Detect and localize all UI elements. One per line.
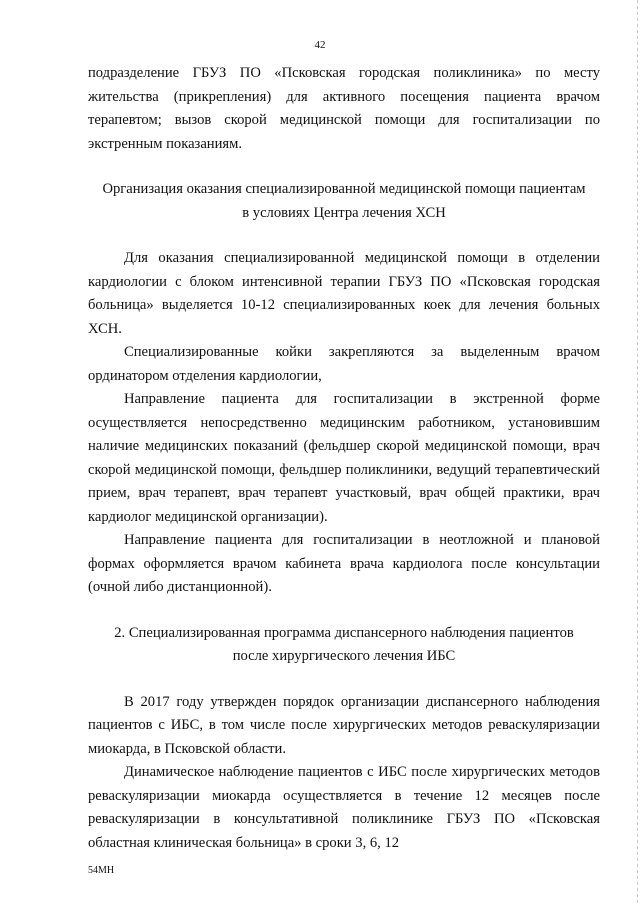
section-heading-chf-center: Организация оказания специализированной медицинской помощи пациентам в условиях Центра лечения ХСН	[102, 181, 586, 221]
paragraph-emergency-referral: Направление пациента для госпитализации в экстренной форме осуществляется непосредственно медицинским работником, установившим наличие медицинских показаний (фельдшер скорой медицинской помощи, врач скорой медицинской помощи, фельдшер поликлиники, ведущий терапевтический прием, врач терапевт, врач терапевт участковый, врач общей практики, врач кардиолог медицинской организации).	[88, 391, 600, 525]
paragraph-2017-order: В 2017 году утвержден порядок организации диспансерного наблюдения пациентов с ИБС, в том числе после хирургических методов реваскуляризации миокарда, в Псковской области.	[88, 693, 600, 757]
paragraph-beds-assignment: Специализированные койки закрепляются за выделенным врачом ординатором отделения кардиологии,	[88, 344, 600, 384]
document-body	[88, 62, 600, 855]
footer-code: 54МН	[88, 865, 115, 876]
page-number: 42	[314, 39, 326, 51]
paragraph-dynamic-observation: Динамическое наблюдение пациентов с ИБС после хирургических методов реваскуляризации миокарда осуществляется в течение 12 месяцев после реваскуляризации в консультативной поликлинике ГБУЗ ПО «Псковская областная клиническая больница» в сроки 3, 6, 12	[88, 764, 600, 851]
section-heading-ihd-program: 2. Специализированная программа диспансерного наблюдения пациентов после хирургического лечения ИБС	[114, 624, 574, 664]
paragraph-continuation: подразделение ГБУЗ ПО «Псковская городская поликлиника» по месту жительства (прикрепления) для активного посещения пациента врачом терапевтом; вызов скорой медицинской помощи для госпитализации по экстренным показаниям.	[88, 65, 600, 152]
paragraph-beds: Для оказания специализированной медицинской помощи в отделении кардиологии с блоком интенсивной терапии ГБУЗ ПО «Псковская городская больница» выделяется 10-12 специализированных коек для лечения больных ХСН.	[88, 250, 600, 337]
scan-edge-line	[637, 0, 638, 905]
paragraph-planned-referral: Направление пациента для госпитализации в неотложной и плановой формах оформляется врачом кабинета врача кардиолога после консультации (очной либо дистанционной).	[88, 532, 600, 595]
